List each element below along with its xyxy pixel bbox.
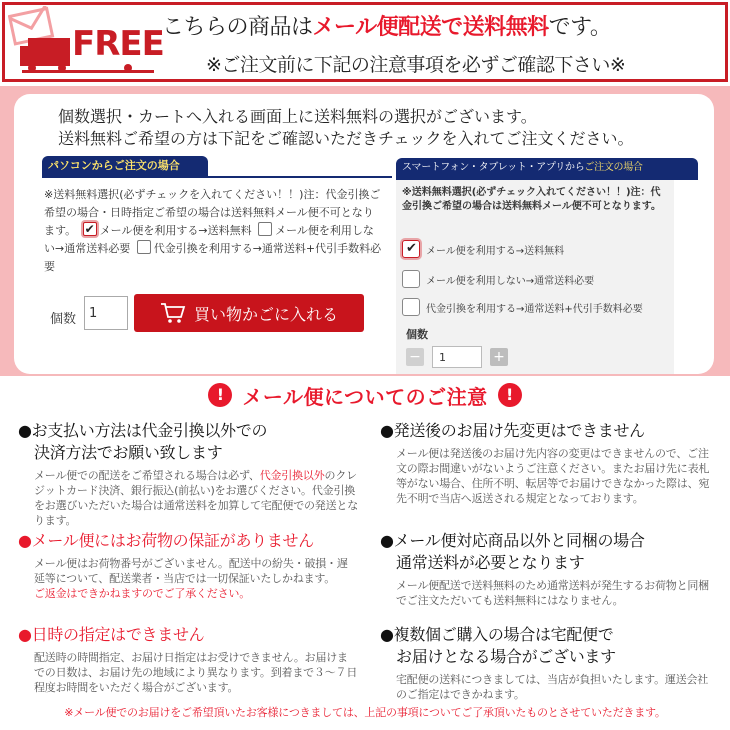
notice-guarantee-head: ●メール便にはお荷物の保証がありません	[18, 531, 314, 550]
notice-guarantee-text: メール便はお荷物番号がございません。配送中の紛失・破損・遅延等について、配送業者・当店では一切保証いたしかねます。	[34, 557, 348, 585]
pc-checkbox-no-mail[interactable]	[258, 222, 272, 236]
sp-qty-input[interactable]: 1	[432, 346, 482, 368]
sp-order-header	[396, 158, 698, 178]
pc-shipping-note: ※送料無料選択(必ずチェックを入れてください！！)注：代金引換ご希望の場合・日時指定ご希望の場合は送料無料メール便不可となります。	[44, 188, 381, 237]
sp-shipping-note: ※送料無料選択(必ずチェック入れてください！！)注：代金引換ご希望の場合は送料無料メール便不可となります。	[402, 187, 661, 212]
banner-subline: ※ご注文前に下記の注意事項を必ずご確認下さい※	[206, 54, 626, 76]
notice-datetime-head: ●日時の指定はできません	[18, 625, 205, 644]
sp-checkbox-cod[interactable]	[402, 298, 420, 316]
notice-datetime	[18, 624, 358, 695]
warning-icon: !	[208, 383, 232, 407]
caution-title-text: メール便についてのご注意	[242, 384, 488, 409]
notice-payment-body-red: 代金引換以外	[259, 469, 325, 482]
notice-bundle-head1: ●メール便対応商品以外と同梱の場合	[380, 531, 645, 550]
sp-checkbox-mail[interactable]	[402, 240, 420, 258]
add-to-cart-label: 買い物かごに入れる	[193, 304, 338, 324]
pc-qty-label: 個数	[50, 312, 77, 327]
pc-shipping-options	[44, 186, 384, 276]
notice-payment-head1: ●お支払い方法は代金引換以外での	[18, 421, 268, 440]
notice-bundle-head2: 通常送料が必要となります	[396, 553, 585, 572]
add-to-cart-button[interactable]	[134, 294, 364, 332]
headline-highlight: メール便配送で送料無料	[312, 15, 549, 40]
notice-bundle	[380, 530, 716, 608]
sp-header-part2: ご注文の場合	[584, 162, 643, 173]
notice-datetime-body: 配送時の時間指定、お届け日指定はお受けできません。お届けまでの日数は、お届け先の地域により異なります。到着まで３～７日程度お時間をいただく場合がございます。	[34, 651, 358, 694]
headline-part2: です。	[548, 15, 612, 40]
sp-option-cod-row[interactable]	[402, 298, 643, 316]
sp-qty-minus-button[interactable]: −	[406, 348, 424, 366]
notice-address-body: メール便は発送後のお届け先内容の変更はできませんので、ご注文の際お間違いがないようご注意ください。またお届け先に表札等がない場合、住所不明、転居等でお届けできなかった際は、宛先不明で当店へ返送される規定となっております。	[396, 447, 710, 505]
pc-checkbox-cod[interactable]	[137, 240, 151, 254]
notice-multiple-head2: お届けとなる場合がございます	[396, 647, 616, 666]
notice-multiple-head1: ●複数個ご購入の場合は宅配便で	[380, 625, 614, 644]
headline-part1: こちらの商品は	[162, 15, 313, 40]
order-panel	[0, 86, 730, 376]
free-logo-text: FREE	[72, 24, 164, 64]
pc-qty-input[interactable]	[84, 296, 128, 330]
footer-note: ※メール便でのお届けをご希望頂いたお客様につきましては、上記の事項についてご了承頂いたものとさせていただきます。	[64, 706, 666, 719]
sp-option-cod: 代金引換を利用する→通常送料+代引手数料必要	[426, 303, 643, 315]
sp-qty-label: 個数	[406, 328, 428, 341]
sp-qty-plus-button[interactable]: +	[490, 348, 508, 366]
notice-payment-body2: のクレジットカード決済、銀行振込(前払い)をお選びください。代金引換をお選びいただいた場合は通常送料を加算して宅配便での発送となります。	[34, 469, 358, 527]
sp-order-box	[396, 180, 674, 374]
notice-address-head: ●発送後のお届け先変更はできません	[380, 421, 645, 440]
notice-guarantee-red: ご返金はできかねますのでご了承ください。	[34, 587, 250, 600]
intro-line1: 個数選択・カートへ入れる画面上に送料無料の選択がございます。	[58, 107, 537, 126]
notice-multiple-body: 宅配便の送料につきましては、当店が負担いたします。運送会社のご指定はできかねます。	[396, 673, 709, 701]
warning-icon: !	[498, 383, 522, 407]
sp-option-no-mail-row[interactable]	[402, 270, 594, 288]
order-card	[14, 94, 714, 374]
pc-checkbox-mail[interactable]	[83, 222, 97, 236]
sp-option-no-mail: メール便を利用しない→通常送料必要	[426, 275, 595, 287]
sp-option-mail-row[interactable]	[402, 240, 564, 258]
pc-option-no-mail: メール便を利用しない→通常送料必要	[44, 224, 374, 255]
pc-option-mail: メール便を利用する→送料無料	[99, 224, 252, 237]
notice-guarantee-body	[18, 556, 358, 601]
shopping-cart-icon	[160, 302, 186, 324]
pc-header-rule	[42, 176, 392, 178]
caution-title	[0, 378, 730, 412]
banner-headline	[162, 10, 611, 41]
notice-payment	[18, 420, 358, 528]
notice-bundle-body: メール便配送で送料無料のため通常送料が発生するお荷物と同梱でご注文ただいても送料無料にはなりません。	[396, 579, 709, 607]
order-intro	[58, 106, 634, 150]
notice-multiple	[380, 624, 716, 702]
notice-payment-body	[18, 468, 358, 528]
pc-order-header: パソコンからご注文の場合	[42, 156, 208, 176]
sp-checkbox-no-mail[interactable]	[402, 270, 420, 288]
header-banner	[0, 0, 730, 86]
notice-guarantee	[18, 530, 358, 601]
sp-header-part1: スマートフォン・タブレット・アプリから	[402, 162, 585, 173]
notice-address	[380, 420, 716, 506]
sp-option-mail: メール便を利用する→送料無料	[426, 245, 565, 257]
notice-payment-body1: メール便での配送をご希望される場合は必ず、	[34, 469, 260, 482]
pc-option-cod: 代金引換を利用する→通常送料+代引手数料必要	[44, 242, 382, 273]
notice-payment-head2: 決済方法でお願い致します	[34, 443, 223, 462]
intro-line2: 送料無料ご希望の方は下記をご確認いただきチェックを入れてご注文ください。	[58, 129, 634, 148]
